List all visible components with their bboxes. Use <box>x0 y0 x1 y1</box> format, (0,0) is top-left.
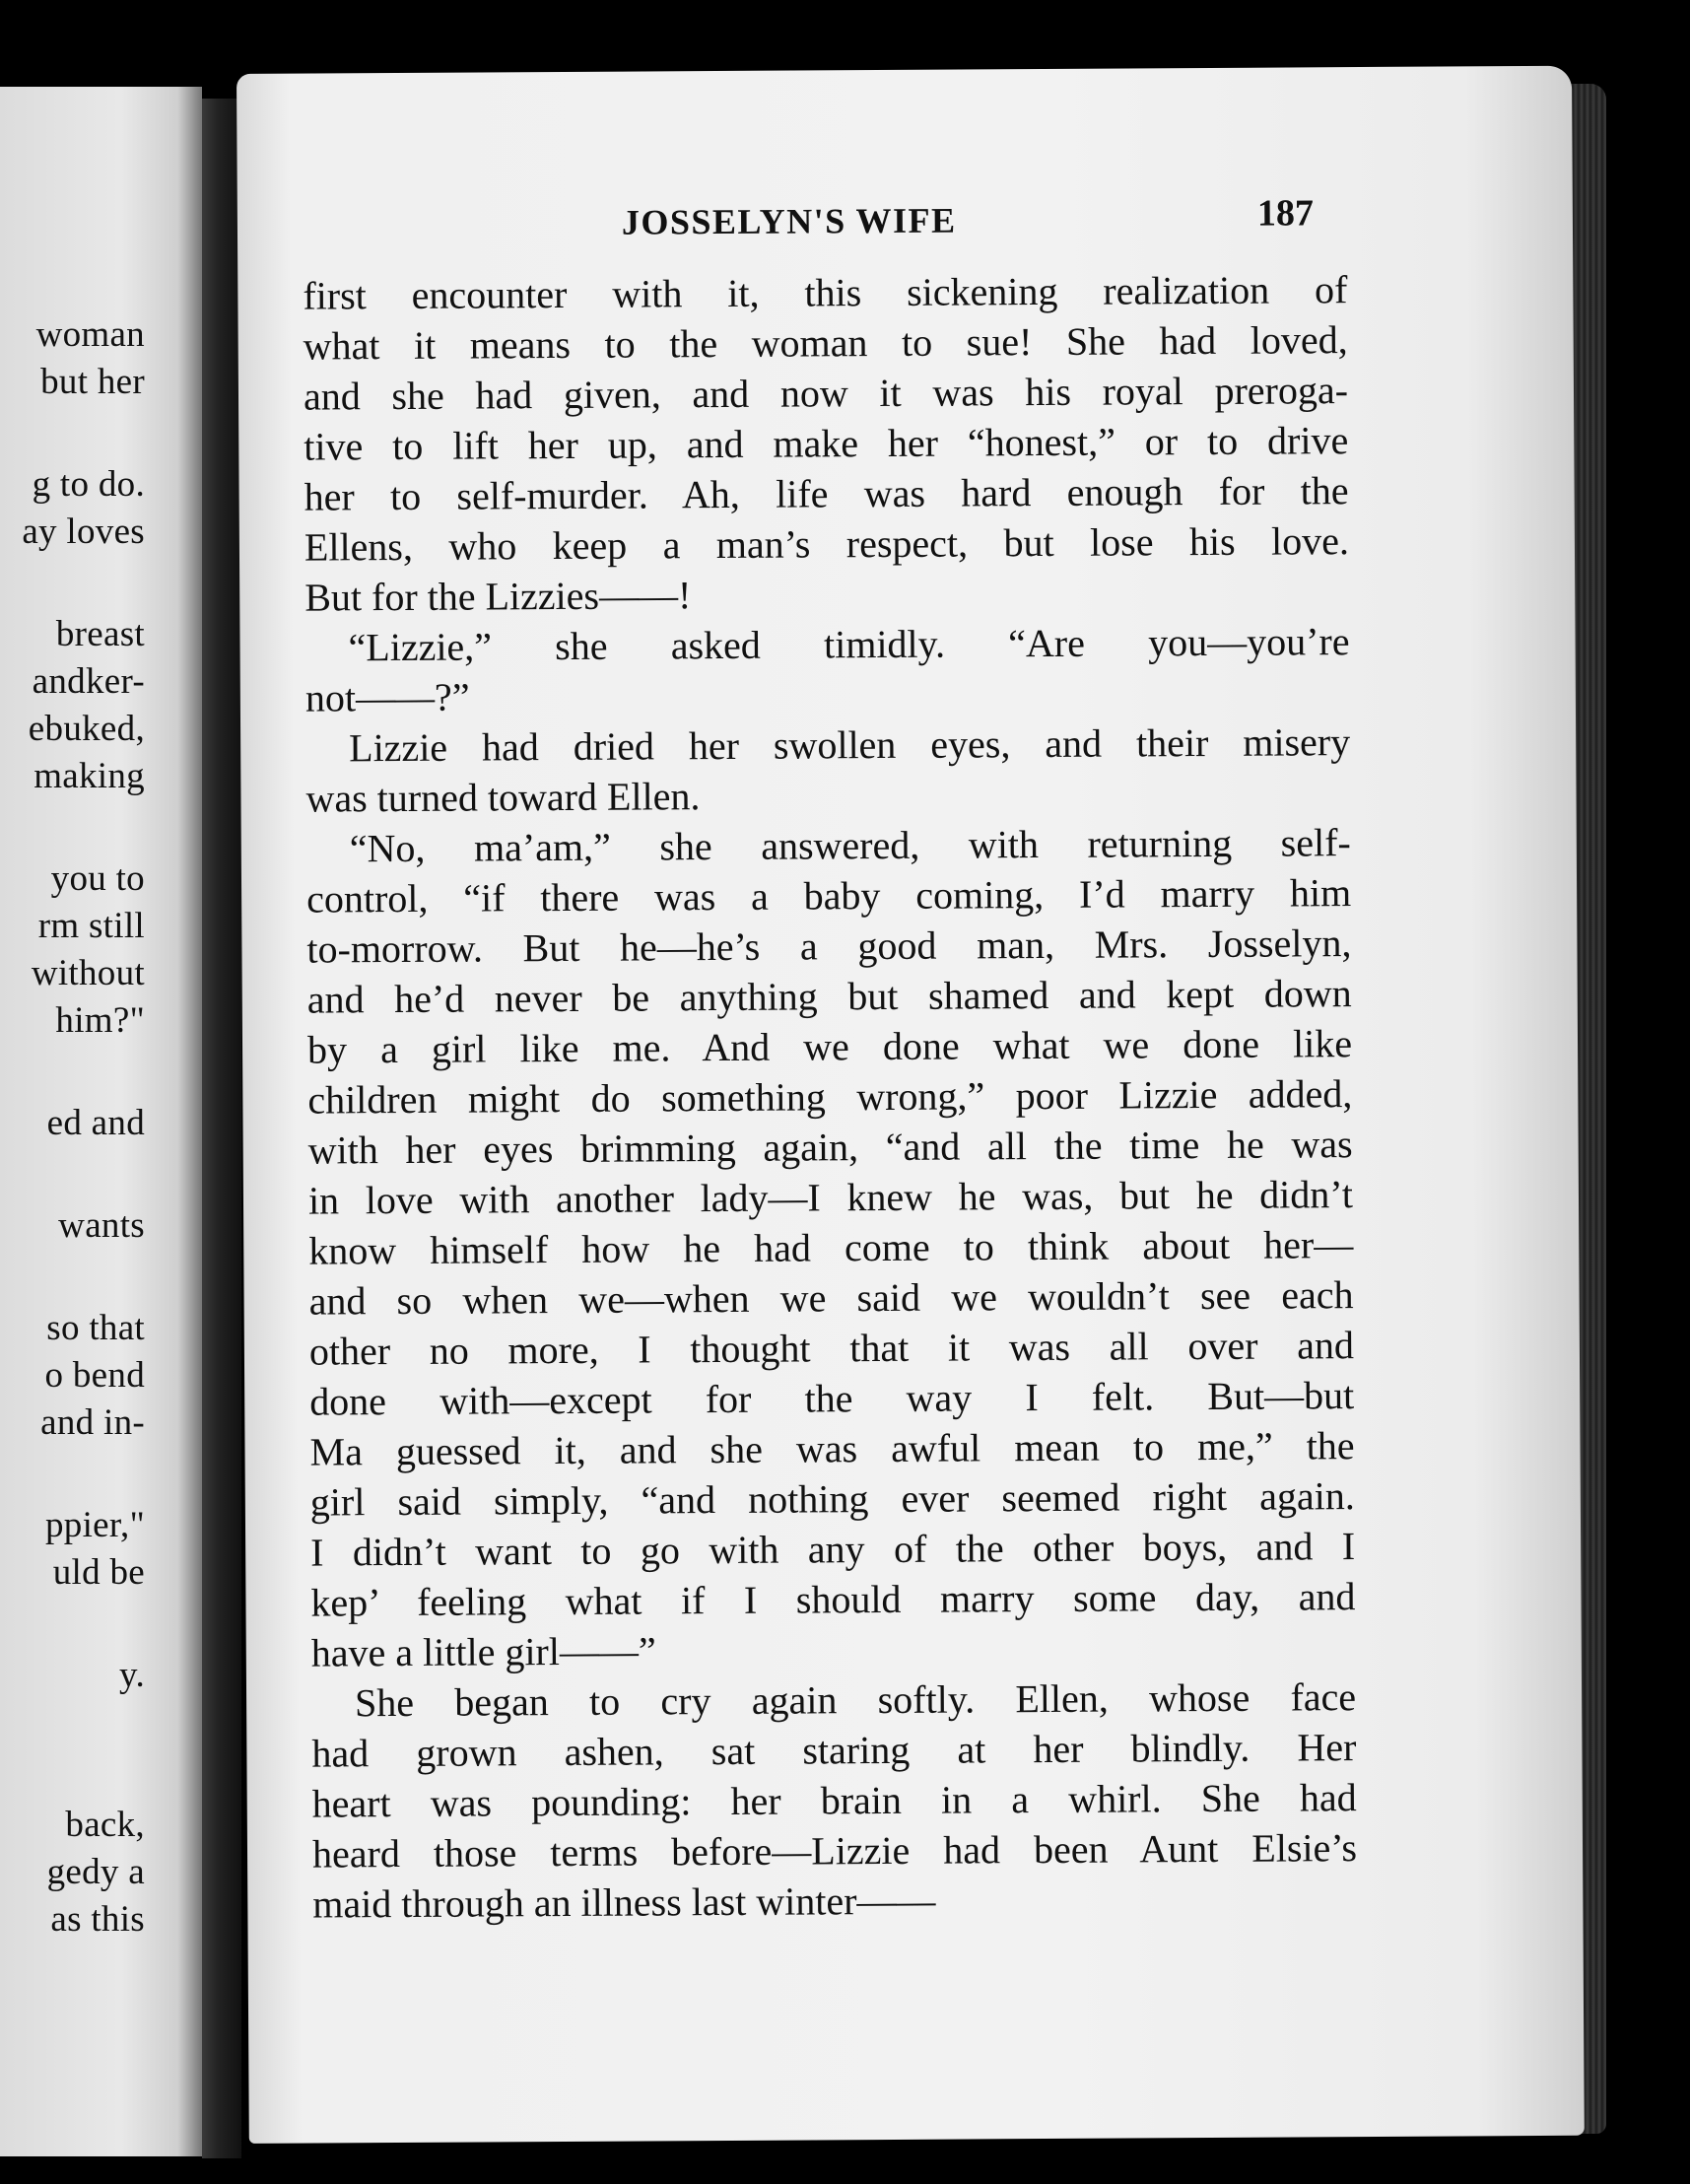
running-title: JOSSELYN'S WIFE <box>621 200 957 242</box>
text-line: other no more, I thought that it was all over and <box>308 1323 1355 1374</box>
facing-page-line: ay loves <box>22 512 145 552</box>
facing-page-line: wants <box>58 1205 145 1246</box>
text-line: kep’ feeling what if I should marry some day, and <box>310 1574 1356 1625</box>
text-line: “Lizzie,” she asked timidly. “Are you—you’re <box>348 619 1350 670</box>
facing-page-line: g to do. <box>32 464 145 505</box>
body-text <box>303 264 1357 1929</box>
text-line: and he’d never be anything but shamed and kept down <box>306 971 1352 1022</box>
facing-page-line: uld be <box>52 1552 145 1593</box>
page-number: 187 <box>1256 192 1315 235</box>
facing-page-line: breast <box>55 614 145 654</box>
facing-page-line: o bend <box>44 1355 145 1396</box>
facing-page-line: rm still <box>37 906 145 946</box>
text-line: and she had given, and now it was his royal preroga- <box>303 368 1349 419</box>
facing-page-line: him?" <box>55 1000 145 1041</box>
facing-page-line: as this <box>50 1899 145 1940</box>
text-line: Ellens, who keep a man’s respect, but lose his love. <box>304 518 1350 570</box>
text-line: and so when we—when we said we wouldn’t see each <box>308 1272 1354 1324</box>
facing-page-line: you to <box>50 858 145 899</box>
page-header <box>237 192 1573 263</box>
facing-page-line: and in- <box>40 1402 145 1443</box>
text-line: girl said simply, “and nothing ever seemed right again. <box>309 1473 1355 1525</box>
text-line: done with—except for the way I felt. But—but <box>309 1373 1355 1424</box>
text-line: had grown ashen, sat staring at her blindly. Her <box>311 1725 1357 1776</box>
text-line: children might do something wrong,” poor Lizzie added, <box>307 1071 1353 1123</box>
book-page-187 <box>237 66 1585 2144</box>
text-line: tive to lift her up, and make her “honest,” or to drive <box>304 418 1349 469</box>
text-line: I didn’t want to go with any of the other boys, and I <box>310 1524 1356 1575</box>
text-line: maid through an illness last winter—— <box>312 1877 936 1927</box>
facing-page-line: ebuked, <box>28 709 145 749</box>
facing-page-line: making <box>34 756 145 796</box>
facing-page-line: back, <box>65 1805 145 1845</box>
text-line: was turned toward Ellen. <box>305 774 701 821</box>
facing-page-line: so that <box>46 1308 145 1348</box>
text-line: first encounter with it, this sickening realization of <box>303 267 1348 318</box>
facing-page-line: woman <box>35 314 145 355</box>
text-line: “No, ma’am,” she answered, with returning self- <box>349 820 1351 871</box>
text-line: her to self-murder. Ah, life was hard enough for the <box>304 468 1349 519</box>
facing-page-line: y. <box>119 1655 145 1695</box>
text-line: to-morrow. But he—he’s a good man, Mrs. Josselyn, <box>306 921 1352 972</box>
facing-page-line: andker- <box>32 661 145 702</box>
text-line: in love with another lady—I knew he was, but he didn’t <box>307 1172 1354 1223</box>
text-line: heart was pounding: her brain in a whirl. She had <box>311 1775 1357 1826</box>
text-line: have a little girl——” <box>310 1628 656 1675</box>
text-line: Lizzie had dried her swollen eyes, and their misery <box>349 719 1351 771</box>
text-line: Ma guessed it, and she was awful mean to me,” the <box>309 1423 1355 1474</box>
text-line: But for the Lizzies——! <box>304 573 692 620</box>
facing-page-line: without <box>31 953 145 993</box>
facing-page-line: ed and <box>46 1103 145 1143</box>
text-line: not——?” <box>304 674 470 720</box>
facing-page-line: but her <box>40 362 145 402</box>
facing-page-line: ppier," <box>45 1505 145 1545</box>
facing-page-line: gedy a <box>46 1852 145 1892</box>
facing-page-left <box>0 87 202 2156</box>
text-line: She began to cry again softly. Ellen, whose face <box>354 1674 1357 1726</box>
text-line: know himself how he had come to think about her— <box>308 1222 1354 1273</box>
text-line: what it means to the woman to sue! She had loved, <box>303 317 1348 369</box>
text-line: by a girl like me. And we done what we done like <box>306 1021 1353 1072</box>
text-line: with her eyes brimming again, “and all the time he was <box>307 1122 1353 1173</box>
book-gutter <box>202 99 241 2158</box>
text-line: control, “if there was a baby coming, I’d marry him <box>305 870 1352 921</box>
text-line: heard those terms before—Lizzie had been Aunt Elsie’s <box>311 1825 1358 1877</box>
